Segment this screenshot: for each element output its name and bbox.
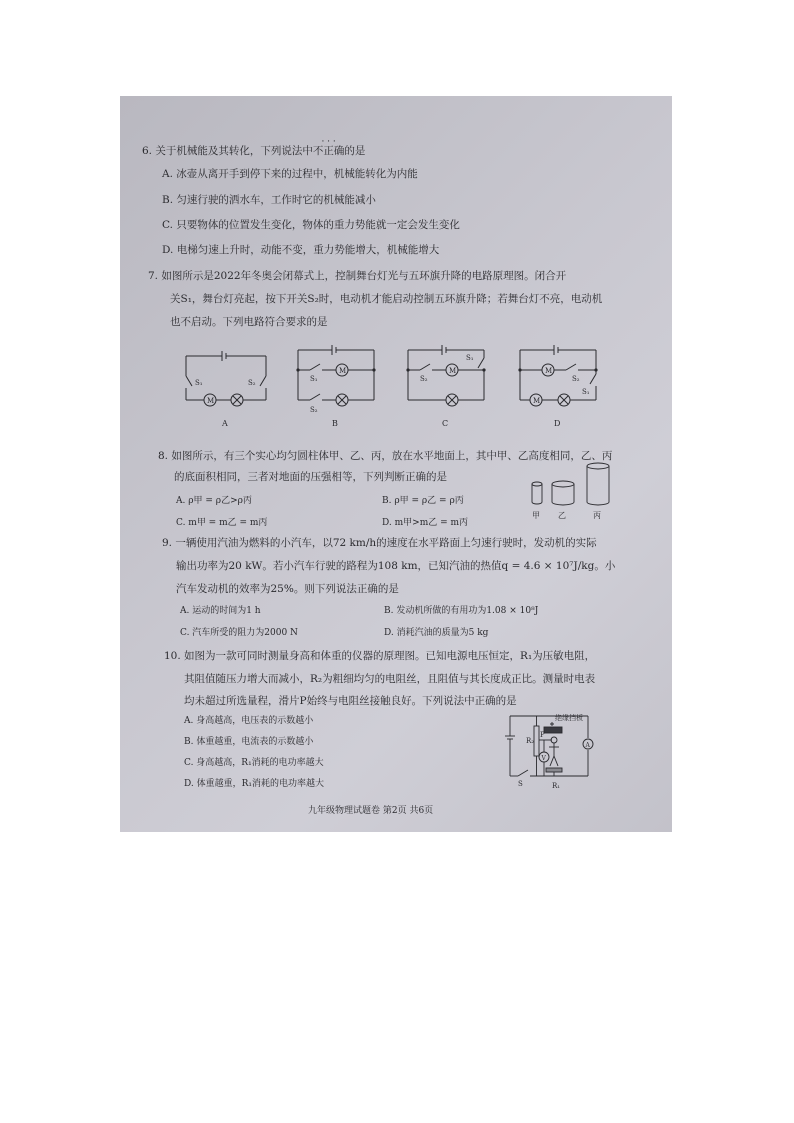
q7-line-3: 也不启动。下列电路符合要求的是: [170, 316, 328, 328]
exam-page-photo: [120, 96, 672, 832]
circuit-d-label: D: [554, 419, 561, 428]
circuit-c-diagram: [400, 342, 492, 430]
ammeter-label: A: [585, 742, 590, 749]
circuit-a-s1-label: S₁: [195, 379, 203, 387]
circuit-a-s2-label: S₂: [248, 379, 256, 387]
q10-line-1: 10. 如图为一款可同时测量身高和体重的仪器的原理图。已知电源电压恒定，R₁为压敏电阻，: [164, 650, 596, 662]
q6-option-c: C. 只要物体的位置发生变化，物体的重力势能就一定会发生变化: [162, 219, 460, 231]
voltmeter-label: V: [541, 755, 546, 762]
circuit-d-motor-label: M: [545, 367, 553, 375]
circuit-b-s2-label: S₂: [310, 406, 318, 414]
circuit-d-s2-label: S₂: [572, 375, 580, 383]
circuit-a-motor-label: M: [207, 397, 215, 405]
q9-line-3: 汽车发动机的效率为25%。则下列说法正确的是: [176, 583, 399, 595]
q6-option-d: D. 电梯匀速上升时，动能不变，重力势能增大，机械能增大: [162, 244, 440, 256]
q9-option-a: A. 运动的时间为1 h: [180, 606, 261, 616]
q9-line-1: 9. 一辆使用汽油为燃料的小汽车，以72 km/h的速度在水平路面上匀速行驶时，发动机的实际: [162, 537, 597, 549]
q9-option-c: C. 汽车所受的阻力为2000 N: [180, 628, 298, 638]
r2-label: R₂: [526, 737, 535, 745]
q8-line-1: 8. 如图所示，有三个实心均匀圆柱体甲、乙、丙，放在水平地面上，其中甲、乙高度相同，乙、丙: [158, 450, 613, 462]
circuit-d-diagram: [512, 342, 604, 430]
circuit-c-motor-label: M: [449, 367, 457, 375]
q8-option-a: A. ρ甲 = ρ乙>ρ丙: [176, 496, 252, 506]
q8-option-d: D. m甲>m乙 = m丙: [382, 518, 469, 528]
q9-option-d: D. 消耗汽油的质量为5 kg: [384, 628, 489, 638]
insulator-label-line: 绝缘挡板: [555, 714, 583, 722]
q8-option-b: B. ρ甲 = ρ乙 = ρ丙: [382, 496, 464, 506]
cylinder-bing-label: 丙: [593, 511, 601, 520]
q10-option-c: C. 身高越高，R₁消耗的电功率越大: [184, 758, 324, 768]
q9-line-2: 输出功率为20 kW。若小汽车行驶的路程为108 km，已知汽油的热值q = 4.6 × 10⁷J/kg。小: [176, 560, 616, 572]
q8-line-2: 的底面积相同，三者对地面的压强相等，下列判断正确的是: [174, 471, 447, 483]
circuit-b-motor-label: M: [339, 367, 347, 375]
switch-s-label: S: [518, 780, 523, 788]
q6-option-b: B. 匀速行驶的洒水车，工作时它的机械能减小: [162, 194, 376, 206]
cylinder-yi-label: 乙: [558, 511, 566, 520]
r1-label: R₁: [552, 782, 561, 790]
circuit-b-diagram: [290, 342, 382, 430]
circuit-a-diagram: [180, 348, 272, 430]
q9-option-b: B. 发动机所做的有用功为1.08 × 10⁸J: [384, 606, 539, 616]
q6-stem: 6. 关于机械能及其转化，下列说法中不正确 · · · 的是: [142, 137, 366, 157]
cylinders-diagram: [525, 458, 617, 524]
page-footer: 九年级物理试题卷 第2页 共6页: [308, 806, 434, 816]
q10-line-3: 均未超过所选量程，滑片P始终与电阻丝接触良好。下列说法中正确的是: [184, 695, 517, 707]
q10-option-b: B. 体重越重，电流表的示数越小: [184, 737, 314, 747]
q6-option-a: A. 冰壶从离开手到停下来的过程中，机械能转化为内能: [162, 168, 418, 180]
q10-option-a: A. 身高越高，电压表的示数越小: [184, 716, 314, 726]
circuit-a-label: A: [222, 419, 228, 428]
circuit-b-s1-label: S₁: [310, 375, 318, 383]
circuit-d-s1-label: S₁: [582, 388, 590, 396]
circuit-d-motor-label-2: M: [533, 397, 541, 405]
height-weight-circuit-diagram: [502, 710, 594, 794]
circuit-c-s1-label: S₁: [466, 354, 474, 362]
circuit-b-label: B: [332, 419, 338, 428]
q8-option-c: C. m甲 = m乙 = m丙: [176, 518, 268, 528]
q7-line-2: 关S₁，舞台灯亮起，按下开关S₂时，电动机才能启动控制五环旗升降；若舞台灯不亮，电动机: [170, 293, 603, 305]
slider-p-label: P: [540, 731, 545, 739]
q7-line-1: 7. 如图所示是2022年冬奥会闭幕式上，控制舞台灯光与五环旗升降的电路原理图。闭合开: [148, 270, 567, 282]
cylinder-jia-label: 甲: [532, 511, 540, 520]
q10-line-2: 其阻值随压力增大而减小，R₂为粗细均匀的电阻丝，且阻值与其长度成正比。测量时电表: [184, 673, 596, 685]
circuit-c-s2-label: S₂: [420, 375, 428, 383]
q10-option-d: D. 体重越重，R₁消耗的电功率越大: [184, 779, 325, 789]
circuit-c-label: C: [442, 419, 449, 428]
